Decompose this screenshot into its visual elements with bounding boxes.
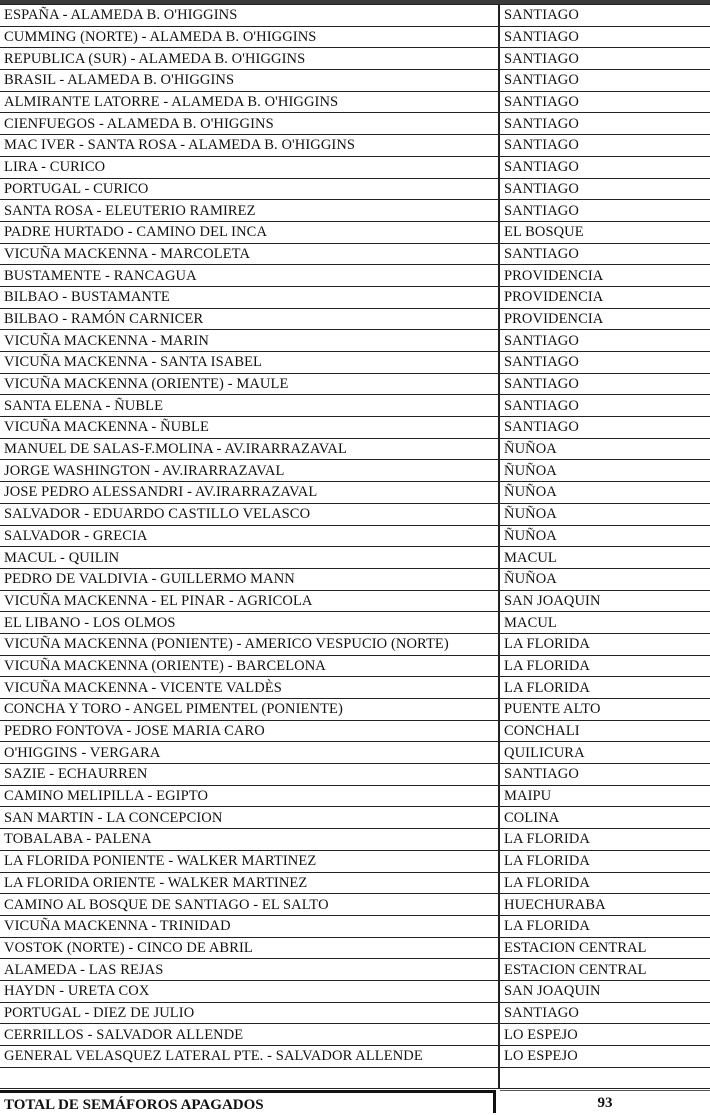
comuna-cell: LO ESPEJO — [499, 1024, 710, 1046]
comuna-cell: LA FLORIDA — [499, 677, 710, 699]
intersection-cell: GENERAL VELASQUEZ LATERAL PTE. - SALVADOR ALLENDE — [0, 1046, 499, 1068]
table-row — [0, 243, 710, 265]
intersection-cell: SAN MARTIN - LA CONCEPCION — [0, 807, 499, 829]
table-row — [0, 612, 710, 634]
intersection-cell: ESPAÑA - ALAMEDA B. O'HIGGINS — [0, 5, 499, 27]
table-row — [0, 807, 710, 829]
comuna-cell: SANTIAGO — [499, 1002, 710, 1024]
comuna-cell: EL BOSQUE — [499, 221, 710, 243]
comuna-cell: SANTIAGO — [499, 200, 710, 222]
comuna-cell: ÑUÑOA — [499, 525, 710, 547]
table-row — [0, 1067, 710, 1089]
intersection-cell: CERRILLOS - SALVADOR ALLENDE — [0, 1024, 499, 1046]
intersection-cell: TOBALABA - PALENA — [0, 829, 499, 851]
comuna-cell: SANTIAGO — [499, 113, 710, 135]
intersection-cell: MANUEL DE SALAS-F.MOLINA - AV.IRARRAZAVAL — [0, 438, 499, 460]
comuna-cell: LO ESPEJO — [499, 1046, 710, 1068]
intersection-cell: PADRE HURTADO - CAMINO DEL INCA — [0, 221, 499, 243]
table-row — [0, 373, 710, 395]
intersection-cell: CUMMING (NORTE) - ALAMEDA B. O'HIGGINS — [0, 26, 499, 48]
intersection-cell: SALVADOR - GRECIA — [0, 525, 499, 547]
table-row — [0, 286, 710, 308]
intersection-cell: MACUL - QUILIN — [0, 547, 499, 569]
table-row — [0, 525, 710, 547]
table-row — [0, 720, 710, 742]
table-row — [0, 5, 710, 27]
table-row — [0, 200, 710, 222]
intersection-cell: SAZIE - ECHAURREN — [0, 764, 499, 786]
table-row — [0, 113, 710, 135]
table-row — [0, 915, 710, 937]
intersection-cell: PORTUGAL - DIEZ DE JULIO — [0, 1002, 499, 1024]
table-row — [0, 417, 710, 439]
intersection-cell: VICUÑA MACKENNA - MARIN — [0, 330, 499, 352]
intersection-cell: VOSTOK (NORTE) - CINCO DE ABRIL — [0, 937, 499, 959]
comuna-cell: LA FLORIDA — [499, 633, 710, 655]
semaforos-table — [0, 4, 710, 1089]
table-row — [0, 26, 710, 48]
comuna-cell: CONCHALI — [499, 720, 710, 742]
comuna-cell: ÑUÑOA — [499, 438, 710, 460]
table-row — [0, 1046, 710, 1068]
intersection-cell: BILBAO - RAMÓN CARNICER — [0, 308, 499, 330]
table-row — [0, 590, 710, 612]
comuna-cell: ÑUÑOA — [499, 503, 710, 525]
table-row — [0, 568, 710, 590]
intersection-cell: LA FLORIDA PONIENTE - WALKER MARTINEZ — [0, 850, 499, 872]
intersection-cell: VICUÑA MACKENNA - TRINIDAD — [0, 915, 499, 937]
intersection-cell: VICUÑA MACKENNA (ORIENTE) - MAULE — [0, 373, 499, 395]
comuna-cell: HUECHURABA — [499, 894, 710, 916]
intersection-cell: VICUÑA MACKENNA - VICENTE VALDÈS — [0, 677, 499, 699]
table-row — [0, 460, 710, 482]
table-row — [0, 178, 710, 200]
comuna-cell: SAN JOAQUIN — [499, 980, 710, 1002]
intersection-cell: VICUÑA MACKENNA - MARCOLETA — [0, 243, 499, 265]
table-row — [0, 1024, 710, 1046]
table-body — [0, 5, 710, 1089]
comuna-cell: SANTIAGO — [499, 26, 710, 48]
intersection-cell: VICUÑA MACKENNA (ORIENTE) - BARCELONA — [0, 655, 499, 677]
intersection-cell: VICUÑA MACKENNA - EL PINAR - AGRICOLA — [0, 590, 499, 612]
comuna-cell: PROVIDENCIA — [499, 265, 710, 287]
comuna-cell: MACUL — [499, 612, 710, 634]
table-row — [0, 764, 710, 786]
table-row — [0, 742, 710, 764]
intersection-cell: LA FLORIDA ORIENTE - WALKER MARTINEZ — [0, 872, 499, 894]
intersection-cell: CIENFUEGOS - ALAMEDA B. O'HIGGINS — [0, 113, 499, 135]
intersection-cell: SALVADOR - EDUARDO CASTILLO VELASCO — [0, 503, 499, 525]
comuna-cell: SANTIAGO — [499, 70, 710, 92]
comuna-cell — [499, 1067, 710, 1089]
comuna-cell: ÑUÑOA — [499, 482, 710, 504]
table-row — [0, 872, 710, 894]
comuna-cell: QUILICURA — [499, 742, 710, 764]
table-row — [0, 221, 710, 243]
table-row — [0, 894, 710, 916]
comuna-cell: SANTIAGO — [499, 373, 710, 395]
comuna-cell: LA FLORIDA — [499, 915, 710, 937]
intersection-cell: VICUÑA MACKENNA - ÑUBLE — [0, 417, 499, 439]
comuna-cell: SANTIAGO — [499, 352, 710, 374]
table-row — [0, 850, 710, 872]
comuna-cell: SANTIAGO — [499, 243, 710, 265]
intersection-cell: MAC IVER - SANTA ROSA - ALAMEDA B. O'HIGGINS — [0, 135, 499, 157]
intersection-cell: CONCHA Y TORO - ANGEL PIMENTEL (PONIENTE) — [0, 699, 499, 721]
intersection-cell — [0, 1067, 499, 1089]
intersection-cell: BRASIL - ALAMEDA B. O'HIGGINS — [0, 70, 499, 92]
table-row — [0, 959, 710, 981]
intersection-cell: LIRA - CURICO — [0, 156, 499, 178]
total-value: 93 — [500, 1090, 710, 1113]
table-row — [0, 48, 710, 70]
table-row — [0, 937, 710, 959]
table-row — [0, 438, 710, 460]
table-row — [0, 677, 710, 699]
table-row — [0, 547, 710, 569]
table-row — [0, 395, 710, 417]
comuna-cell: LA FLORIDA — [499, 850, 710, 872]
intersection-cell: PEDRO FONTOVA - JOSE MARIA CARO — [0, 720, 499, 742]
comuna-cell: ÑUÑOA — [499, 568, 710, 590]
total-row — [0, 1090, 710, 1113]
comuna-cell: SANTIAGO — [499, 764, 710, 786]
intersection-cell: JORGE WASHINGTON - AV.IRARRAZAVAL — [0, 460, 499, 482]
intersection-cell: VICUÑA MACKENNA (PONIENTE) - AMERICO VESPUCIO (NORTE) — [0, 633, 499, 655]
table-row — [0, 330, 710, 352]
comuna-cell: SANTIAGO — [499, 417, 710, 439]
comuna-cell: PROVIDENCIA — [499, 308, 710, 330]
intersection-cell: CAMINO MELIPILLA - EGIPTO — [0, 785, 499, 807]
intersection-cell: O'HIGGINS - VERGARA — [0, 742, 499, 764]
table-row — [0, 655, 710, 677]
table-row — [0, 785, 710, 807]
table-row — [0, 699, 710, 721]
intersection-cell: JOSE PEDRO ALESSANDRI - AV.IRARRAZAVAL — [0, 482, 499, 504]
comuna-cell: MAIPU — [499, 785, 710, 807]
table-row — [0, 980, 710, 1002]
intersection-cell: HAYDN - URETA COX — [0, 980, 499, 1002]
comuna-cell: COLINA — [499, 807, 710, 829]
comuna-cell: LA FLORIDA — [499, 872, 710, 894]
comuna-cell: LA FLORIDA — [499, 829, 710, 851]
comuna-cell: SANTIAGO — [499, 330, 710, 352]
table-row — [0, 156, 710, 178]
comuna-cell: SANTIAGO — [499, 91, 710, 113]
table-row — [0, 482, 710, 504]
intersection-cell: BILBAO - BUSTAMANTE — [0, 286, 499, 308]
table-row — [0, 829, 710, 851]
intersection-cell: CAMINO AL BOSQUE DE SANTIAGO - EL SALTO — [0, 894, 499, 916]
table-row — [0, 633, 710, 655]
comuna-cell: PROVIDENCIA — [499, 286, 710, 308]
intersection-cell: EL LIBANO - LOS OLMOS — [0, 612, 499, 634]
comuna-cell: SANTIAGO — [499, 178, 710, 200]
comuna-cell: PUENTE ALTO — [499, 699, 710, 721]
table-row — [0, 1002, 710, 1024]
comuna-cell: ESTACION CENTRAL — [499, 937, 710, 959]
intersection-cell: ALMIRANTE LATORRE - ALAMEDA B. O'HIGGINS — [0, 91, 499, 113]
intersection-cell: SANTA ROSA - ELEUTERIO RAMIREZ — [0, 200, 499, 222]
intersection-cell: SANTA ELENA - ÑUBLE — [0, 395, 499, 417]
intersection-cell: PEDRO DE VALDIVIA - GUILLERMO MANN — [0, 568, 499, 590]
table-row — [0, 265, 710, 287]
table-row — [0, 91, 710, 113]
intersection-cell: REPUBLICA (SUR) - ALAMEDA B. O'HIGGINS — [0, 48, 499, 70]
comuna-cell: SANTIAGO — [499, 5, 710, 27]
table-row — [0, 308, 710, 330]
intersection-cell: BUSTAMENTE - RANCAGUA — [0, 265, 499, 287]
table-row — [0, 352, 710, 374]
comuna-cell: ÑUÑOA — [499, 460, 710, 482]
total-label: TOTAL DE SEMÁFOROS APAGADOS — [0, 1090, 496, 1113]
comuna-cell: SANTIAGO — [499, 135, 710, 157]
comuna-cell: SAN JOAQUIN — [499, 590, 710, 612]
intersection-cell: PORTUGAL - CURICO — [0, 178, 499, 200]
comuna-cell: ESTACION CENTRAL — [499, 959, 710, 981]
comuna-cell: MACUL — [499, 547, 710, 569]
table-row — [0, 503, 710, 525]
comuna-cell: LA FLORIDA — [499, 655, 710, 677]
intersection-cell: VICUÑA MACKENNA - SANTA ISABEL — [0, 352, 499, 374]
intersection-cell: ALAMEDA - LAS REJAS — [0, 959, 499, 981]
table-row — [0, 135, 710, 157]
comuna-cell: SANTIAGO — [499, 48, 710, 70]
table-row — [0, 70, 710, 92]
comuna-cell: SANTIAGO — [499, 395, 710, 417]
comuna-cell: SANTIAGO — [499, 156, 710, 178]
